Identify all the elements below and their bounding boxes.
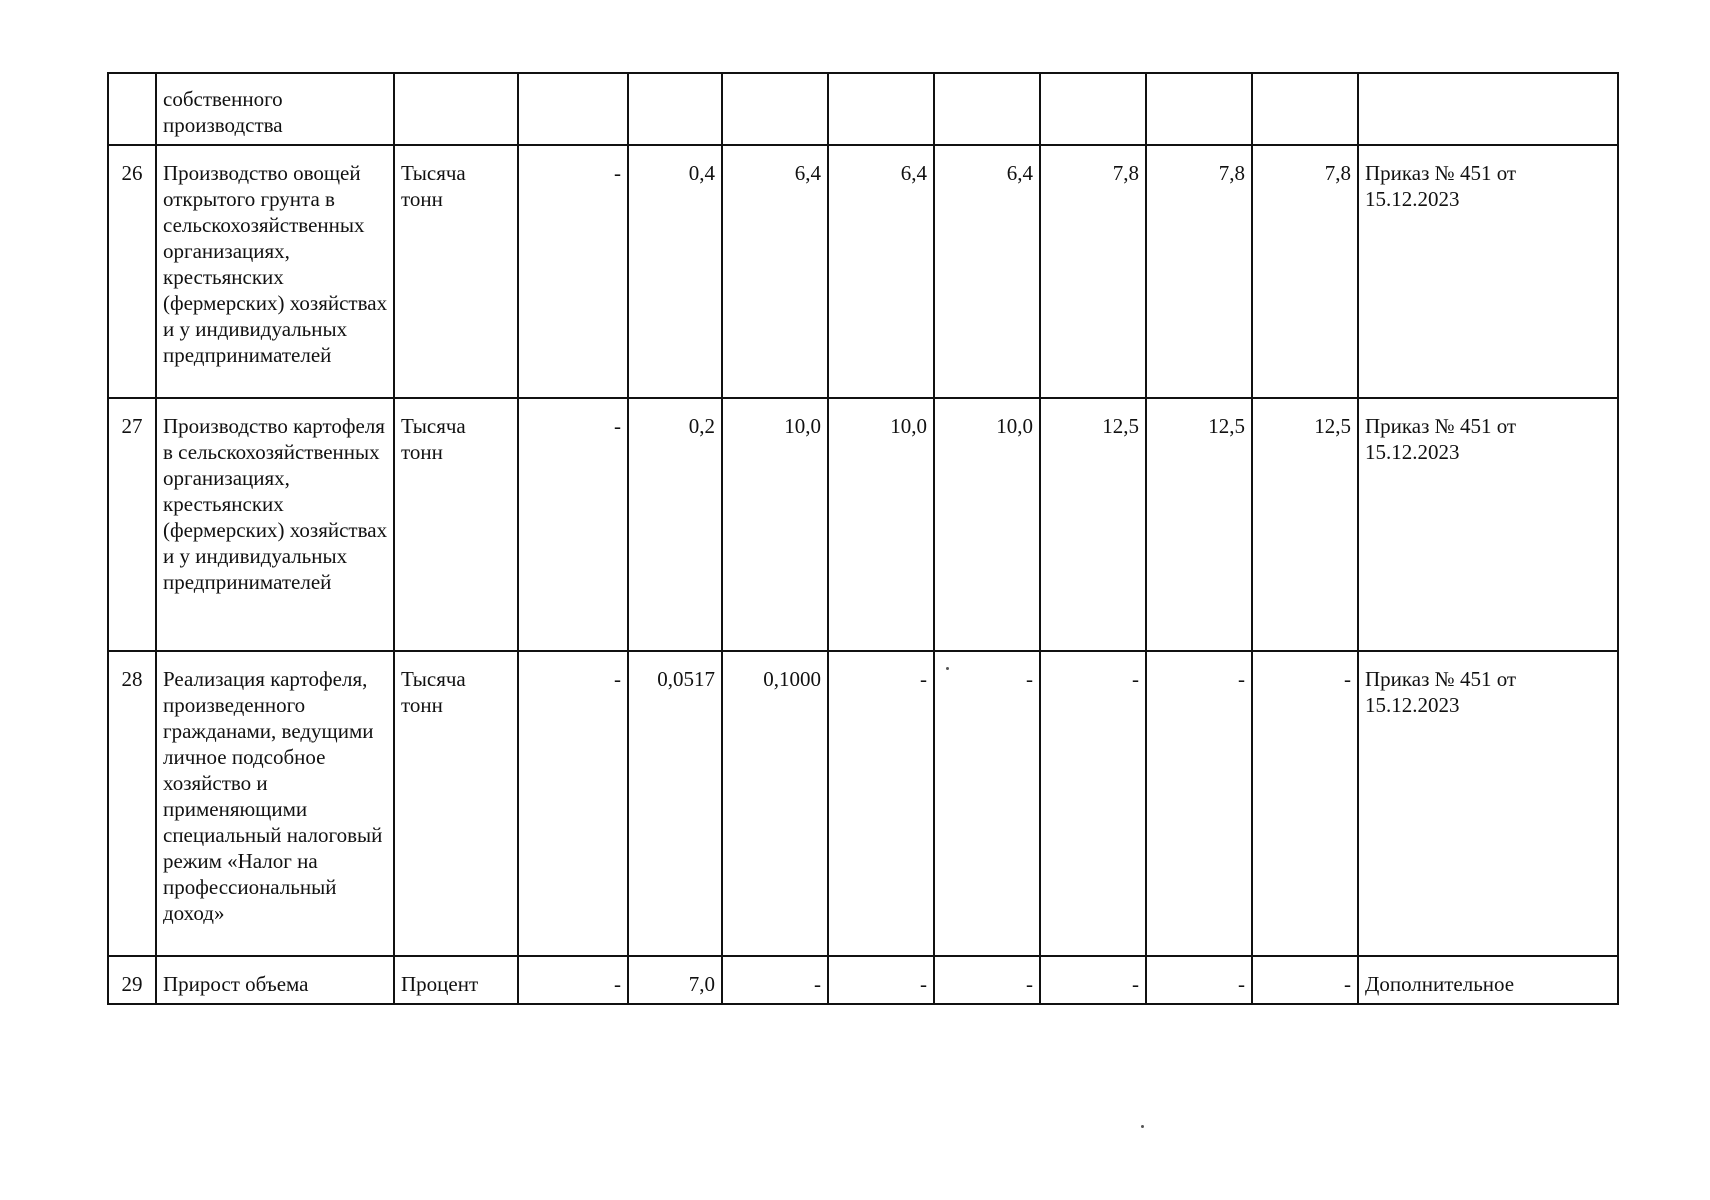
value-cell: 10,0 (828, 398, 934, 651)
value-cell: 6,4 (828, 145, 934, 398)
value-cell (828, 73, 934, 145)
indicator-name: Производство овощей открытого грунта в сельскохозяйственных организациях, крестьянских (фермерских) хозяйствах и у индивидуальных предпринимателей (156, 145, 394, 398)
unit-cell: Тысяча тонн (394, 651, 518, 956)
table-row (108, 73, 1618, 145)
value-cell: - (518, 651, 628, 956)
value-cell: 7,8 (1146, 145, 1252, 398)
value-cell: - (1040, 651, 1146, 956)
value-cell (628, 73, 722, 145)
table-row (108, 398, 1618, 651)
value-cell: 10,0 (722, 398, 828, 651)
table-row (108, 145, 1618, 398)
value-cell (1252, 73, 1358, 145)
indicators-table (107, 72, 1619, 1005)
value-cell: 12,5 (1146, 398, 1252, 651)
value-cell: - (934, 651, 1040, 956)
value-cell: - (934, 956, 1040, 1004)
value-cell: 0,2 (628, 398, 722, 651)
scan-speck (946, 667, 949, 670)
value-cell: - (518, 145, 628, 398)
row-number: 28 (108, 651, 156, 956)
value-cell: 6,4 (934, 145, 1040, 398)
scan-speck (1141, 1125, 1144, 1128)
value-cell: - (518, 956, 628, 1004)
value-cell: 10,0 (934, 398, 1040, 651)
value-cell: 7,8 (1040, 145, 1146, 398)
source-cell: Дополнительное (1358, 956, 1618, 1004)
value-cell (518, 73, 628, 145)
row-number: 27 (108, 398, 156, 651)
source-cell: Приказ № 451 от 15.12.2023 (1358, 145, 1618, 398)
value-cell: 0,4 (628, 145, 722, 398)
value-cell (722, 73, 828, 145)
value-cell: - (722, 956, 828, 1004)
unit-cell: Тысяча тонн (394, 145, 518, 398)
table-row (108, 651, 1618, 956)
value-cell: 0,0517 (628, 651, 722, 956)
unit-cell: Тысяча тонн (394, 398, 518, 651)
value-cell: - (1146, 956, 1252, 1004)
value-cell (934, 73, 1040, 145)
unit-cell: Процент (394, 956, 518, 1004)
value-cell: - (1252, 651, 1358, 956)
value-cell: 0,1000 (722, 651, 828, 956)
table-row (108, 956, 1618, 1004)
value-cell: - (828, 651, 934, 956)
value-cell: - (518, 398, 628, 651)
indicator-name: Реализация картофеля, произведенного гражданами, ведущими личное подсобное хозяйство и применяющими специальный налоговый режим «Налог на профессиональный доход» (156, 651, 394, 956)
value-cell: - (1252, 956, 1358, 1004)
value-cell: 7,0 (628, 956, 722, 1004)
value-cell: - (1146, 651, 1252, 956)
source-cell (1358, 73, 1618, 145)
indicator-name: Прирост объема (156, 956, 394, 1004)
source-cell: Приказ № 451 от 15.12.2023 (1358, 398, 1618, 651)
value-cell (1040, 73, 1146, 145)
value-cell: - (1040, 956, 1146, 1004)
value-cell: - (828, 956, 934, 1004)
value-cell: 6,4 (722, 145, 828, 398)
value-cell: 12,5 (1252, 398, 1358, 651)
row-number: 29 (108, 956, 156, 1004)
indicator-name: Производство картофеля в сельскохозяйственных организациях, крестьянских (фермерских) хозяйствах и у индивидуальных предпринимателей (156, 398, 394, 651)
unit-cell (394, 73, 518, 145)
source-cell: Приказ № 451 от 15.12.2023 (1358, 651, 1618, 956)
value-cell: 12,5 (1040, 398, 1146, 651)
indicator-name: собственного производства (156, 73, 394, 145)
value-cell: 7,8 (1252, 145, 1358, 398)
value-cell (1146, 73, 1252, 145)
row-number (108, 73, 156, 145)
row-number: 26 (108, 145, 156, 398)
